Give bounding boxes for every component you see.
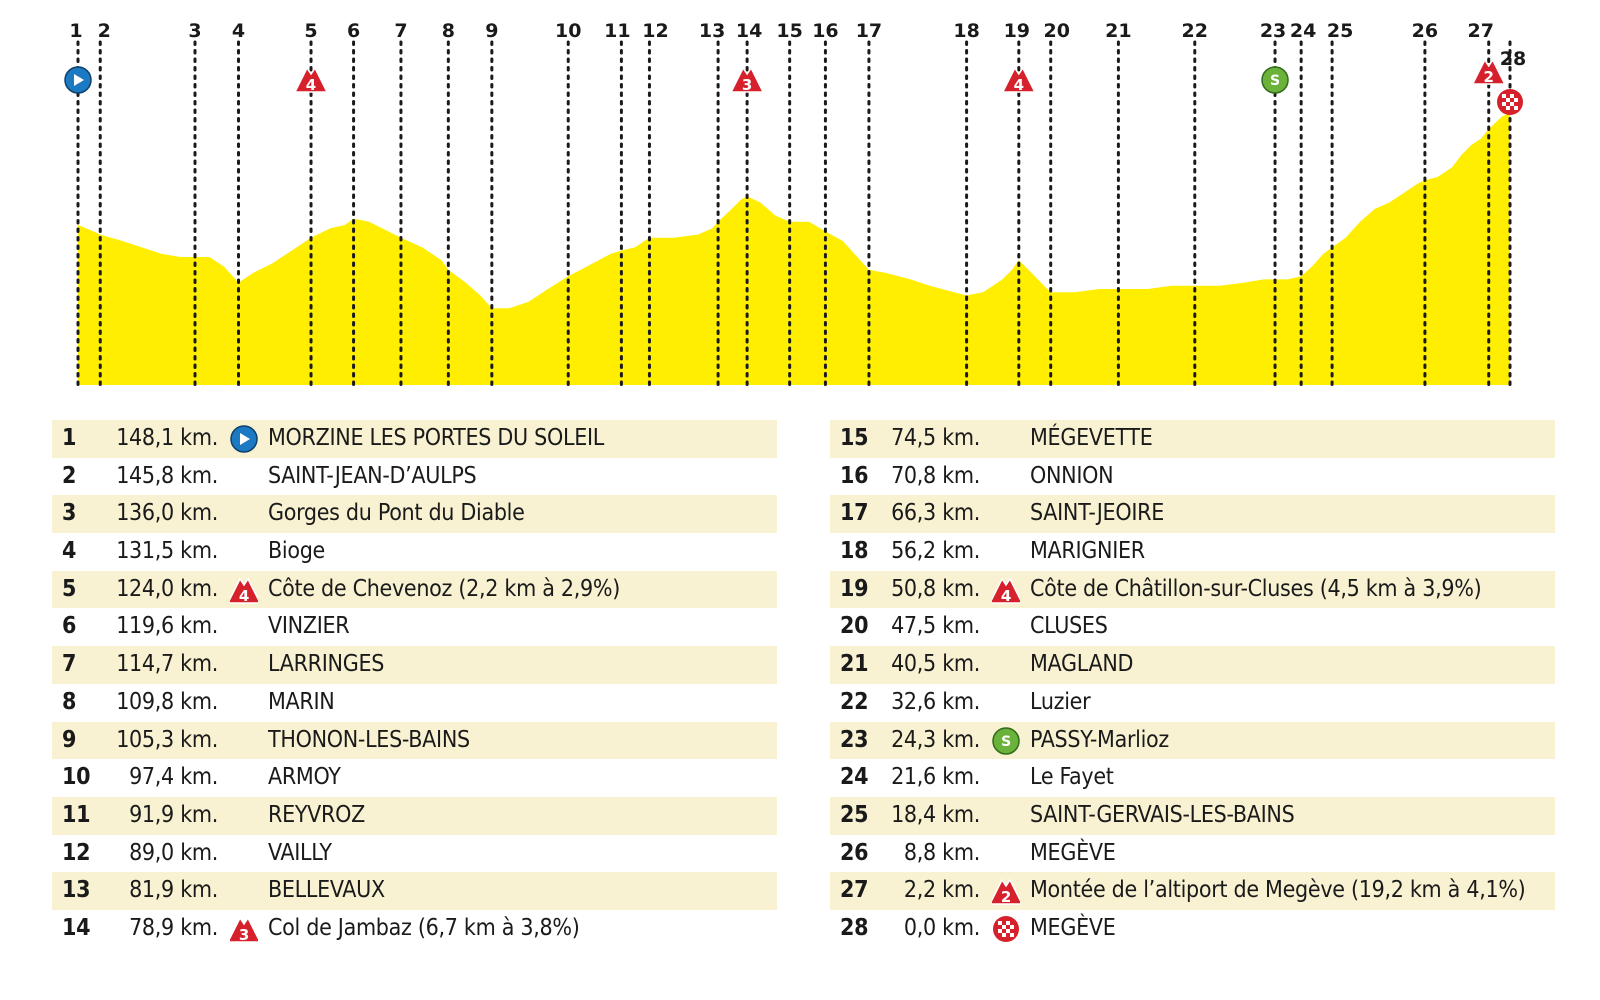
waypoint-km: 74,5 km. — [891, 425, 980, 451]
stage-profile-chart — [0, 0, 1600, 400]
marker-number-22: 22 — [1181, 20, 1209, 42]
sprint-icon-glyph — [993, 728, 1019, 754]
marker-number-20: 20 — [1043, 20, 1070, 42]
climb-icon-glyph — [992, 880, 1020, 905]
waypoint-name: LARRINGES — [268, 651, 385, 678]
svg-text:S: S — [1269, 73, 1281, 89]
waypoint-number: 18 — [840, 538, 869, 565]
waypoint-name: VINZIER — [268, 613, 350, 640]
climb-category-label: 3 — [238, 925, 250, 943]
waypoint-row — [52, 759, 777, 797]
waypoint-number: 19 — [840, 575, 869, 602]
marker-number-14: 14 — [735, 20, 763, 42]
waypoint-name: MEGÈVE — [1030, 914, 1116, 941]
waypoint-name: SAINT-JEAN-D’AULPS — [268, 462, 477, 489]
waypoint-row — [830, 910, 1555, 948]
waypoint-row — [830, 722, 1555, 760]
marker-number-2: 2 — [97, 20, 111, 42]
waypoint-name: Côte de Chevenoz (2,2 km à 2,9%) — [268, 575, 620, 602]
waypoint-number: 23 — [840, 726, 869, 753]
waypoint-number: 6 — [62, 613, 77, 640]
waypoint-row — [830, 495, 1555, 533]
waypoint-name: Luzier — [1030, 688, 1091, 715]
sprint-icon — [992, 727, 1020, 755]
waypoint-name: MARIN — [268, 688, 335, 715]
waypoint-row — [52, 910, 777, 948]
waypoint-row — [52, 722, 777, 760]
waypoint-km: 89,0 km. — [129, 839, 218, 866]
climb-category-label: 4 — [1013, 76, 1025, 94]
marker-number-7: 7 — [394, 20, 408, 42]
marker-number-6: 6 — [346, 20, 361, 42]
waypoint-name: VAILLY — [268, 839, 332, 866]
waypoint-name: REYVROZ — [268, 801, 365, 828]
climb-icon-glyph — [230, 918, 258, 943]
waypoint-name: Le Fayet — [1030, 764, 1114, 791]
waypoint-row — [830, 684, 1555, 722]
waypoint-name: THONON-LES-BAINS — [268, 726, 470, 753]
climb-category-label: 4 — [305, 76, 317, 94]
sprint-icon — [1262, 67, 1288, 93]
waypoint-number: 1 — [62, 425, 77, 451]
climb-category-label: 4 — [238, 586, 250, 604]
waypoint-km: 50,8 km. — [891, 575, 980, 602]
waypoint-km: 136,0 km. — [116, 500, 218, 527]
waypoint-km: 119,6 km. — [116, 613, 218, 640]
svg-text:S: S — [1001, 733, 1011, 750]
marker-number-28: 28 — [1499, 48, 1527, 70]
climb-icon-glyph — [992, 579, 1020, 604]
marker-number-26: 26 — [1411, 20, 1439, 42]
marker-number-27: 27 — [1467, 20, 1494, 42]
waypoint-row — [830, 797, 1555, 835]
waypoint-number: 17 — [840, 500, 869, 527]
waypoint-number: 13 — [62, 877, 91, 904]
waypoint-km: 56,2 km. — [891, 538, 980, 565]
finish-icon-glyph — [993, 916, 1019, 942]
waypoint-row — [830, 571, 1555, 609]
start-icon-glyph — [231, 426, 257, 452]
waypoint-number: 16 — [840, 462, 869, 489]
marker-number-24: 24 — [1289, 20, 1317, 42]
marker-number-9: 9 — [485, 20, 499, 42]
marker-number-16: 16 — [812, 20, 839, 42]
waypoint-row — [830, 759, 1555, 797]
climb-icon — [992, 877, 1020, 905]
waypoint-row — [52, 608, 777, 646]
waypoint-km: 109,8 km. — [116, 688, 218, 715]
waypoint-row — [52, 533, 777, 571]
marker-number-12: 12 — [642, 20, 669, 42]
climb-icon — [230, 576, 258, 604]
climb-icon — [992, 576, 1020, 604]
climb-cat-4-icon — [295, 68, 327, 94]
climb-category-label: 2 — [1000, 888, 1012, 906]
waypoint-km: 78,9 km. — [129, 914, 218, 941]
climb-cat-4-icon — [1003, 68, 1035, 94]
waypoint-km: 47,5 km. — [891, 613, 980, 640]
waypoint-name: MORZINE LES PORTES DU SOLEIL — [268, 425, 604, 451]
waypoint-km: 18,4 km. — [891, 801, 980, 828]
marker-numbers — [69, 20, 1526, 70]
waypoint-km: 21,6 km. — [891, 764, 980, 791]
marker-number-5: 5 — [304, 20, 318, 42]
waypoint-number: 7 — [62, 651, 77, 678]
waypoint-name: Bioge — [268, 538, 325, 565]
waypoint-number: 26 — [840, 839, 869, 866]
waypoint-km: 131,5 km. — [116, 538, 218, 565]
waypoint-table-right — [830, 420, 1555, 948]
climb-category-label: 2 — [1483, 68, 1494, 86]
elevation-profile-area — [78, 113, 1510, 385]
waypoint-km: 91,9 km. — [129, 801, 218, 828]
waypoint-number: 21 — [840, 651, 869, 678]
waypoint-row — [52, 420, 777, 458]
waypoint-row — [830, 420, 1555, 458]
waypoint-km: 0,0 km. — [903, 914, 980, 941]
waypoint-number: 25 — [840, 801, 869, 828]
waypoint-km: 81,9 km. — [129, 877, 218, 904]
waypoint-number: 12 — [62, 839, 91, 866]
waypoint-row — [52, 646, 777, 684]
waypoint-km: 97,4 km. — [129, 764, 218, 791]
waypoint-row — [830, 458, 1555, 496]
waypoint-number: 28 — [840, 914, 869, 941]
waypoint-number: 15 — [840, 425, 869, 451]
climb-category-label: 3 — [741, 76, 753, 94]
waypoint-km: 70,8 km. — [891, 462, 980, 489]
waypoint-number: 27 — [840, 877, 869, 904]
marker-number-10: 10 — [554, 20, 582, 42]
waypoint-name: BELLEVAUX — [268, 877, 385, 904]
climb-category-label: 4 — [1000, 586, 1012, 604]
marker-number-8: 8 — [441, 20, 455, 42]
waypoint-name: MEGÈVE — [1030, 839, 1116, 866]
marker-number-15: 15 — [776, 20, 803, 42]
marker-number-4: 4 — [231, 20, 246, 42]
waypoint-name: ONNION — [1030, 462, 1114, 489]
waypoint-row — [52, 571, 777, 609]
waypoint-number: 3 — [62, 500, 77, 527]
waypoint-name: Col de Jambaz (6,7 km à 3,8%) — [268, 914, 580, 941]
marker-number-25: 25 — [1326, 20, 1354, 42]
waypoint-km: 8,8 km. — [903, 839, 980, 866]
waypoint-km: 2,2 km. — [903, 877, 980, 904]
waypoint-number: 20 — [840, 613, 869, 640]
waypoint-km: 148,1 km. — [116, 425, 218, 451]
climb-cat-3-icon — [731, 68, 763, 94]
waypoint-number: 9 — [62, 726, 77, 753]
waypoint-row — [830, 608, 1555, 646]
finish-flag-icon — [1497, 89, 1523, 115]
waypoint-name: Montée de l’altiport de Megève (19,2 km à 4,1%) — [1030, 877, 1526, 904]
waypoint-number: 8 — [62, 688, 77, 715]
waypoint-row — [830, 835, 1555, 873]
waypoint-row — [52, 835, 777, 873]
waypoint-km: 114,7 km. — [116, 651, 218, 678]
marker-number-3: 3 — [188, 20, 202, 42]
waypoint-row — [52, 872, 777, 910]
waypoint-name: CLUSES — [1030, 613, 1108, 640]
waypoint-row — [52, 684, 777, 722]
marker-number-11: 11 — [604, 20, 631, 42]
waypoint-km: 32,6 km. — [891, 688, 980, 715]
waypoint-row — [830, 533, 1555, 571]
waypoint-name: MARIGNIER — [1030, 538, 1145, 565]
start-icon — [65, 67, 91, 93]
climb-icon-glyph — [230, 579, 258, 604]
marker-number-1: 1 — [69, 20, 83, 42]
marker-number-13: 13 — [698, 20, 726, 42]
profile-area-group — [78, 113, 1510, 385]
waypoint-km: 24,3 km. — [891, 726, 980, 753]
marker-icons — [65, 60, 1523, 115]
waypoint-name: PASSY-Marlioz — [1030, 726, 1169, 753]
waypoint-km: 105,3 km. — [116, 726, 218, 753]
start-icon — [230, 425, 258, 453]
marker-number-21: 21 — [1105, 20, 1132, 42]
waypoint-name: ARMOY — [268, 764, 341, 791]
waypoint-row — [830, 646, 1555, 684]
waypoint-row — [52, 458, 777, 496]
waypoint-number: 10 — [62, 764, 91, 791]
waypoint-row — [52, 797, 777, 835]
waypoint-name: MAGLAND — [1030, 651, 1134, 678]
marker-number-23: 23 — [1259, 20, 1287, 42]
waypoint-number: 5 — [62, 575, 77, 602]
waypoint-number: 11 — [62, 801, 91, 828]
marker-number-19: 19 — [1003, 20, 1031, 42]
waypoint-name: Côte de Châtillon-sur-Cluses (4,5 km à 3,9%) — [1030, 575, 1482, 602]
waypoint-number: 22 — [840, 688, 869, 715]
climb-icon — [230, 915, 258, 943]
waypoint-km: 124,0 km. — [116, 575, 218, 602]
waypoint-row — [830, 872, 1555, 910]
waypoint-km: 145,8 km. — [116, 462, 218, 489]
waypoint-name: Gorges du Pont du Diable — [268, 500, 525, 527]
marker-number-18: 18 — [953, 20, 980, 42]
waypoint-name: MÉGEVETTE — [1030, 425, 1153, 451]
waypoint-number: 2 — [62, 462, 77, 489]
marker-number-17: 17 — [855, 20, 883, 42]
waypoint-number: 4 — [62, 538, 77, 565]
waypoint-km: 66,3 km. — [891, 500, 980, 527]
waypoint-name: SAINT-JEOIRE — [1030, 500, 1164, 527]
waypoint-number: 24 — [840, 764, 869, 791]
waypoint-row — [52, 495, 777, 533]
waypoint-number: 14 — [62, 914, 91, 941]
waypoint-km: 40,5 km. — [891, 651, 980, 678]
waypoint-name: SAINT-GERVAIS-LES-BAINS — [1030, 801, 1295, 828]
waypoint-table-left — [52, 420, 777, 948]
finish-flag-icon — [992, 915, 1020, 943]
